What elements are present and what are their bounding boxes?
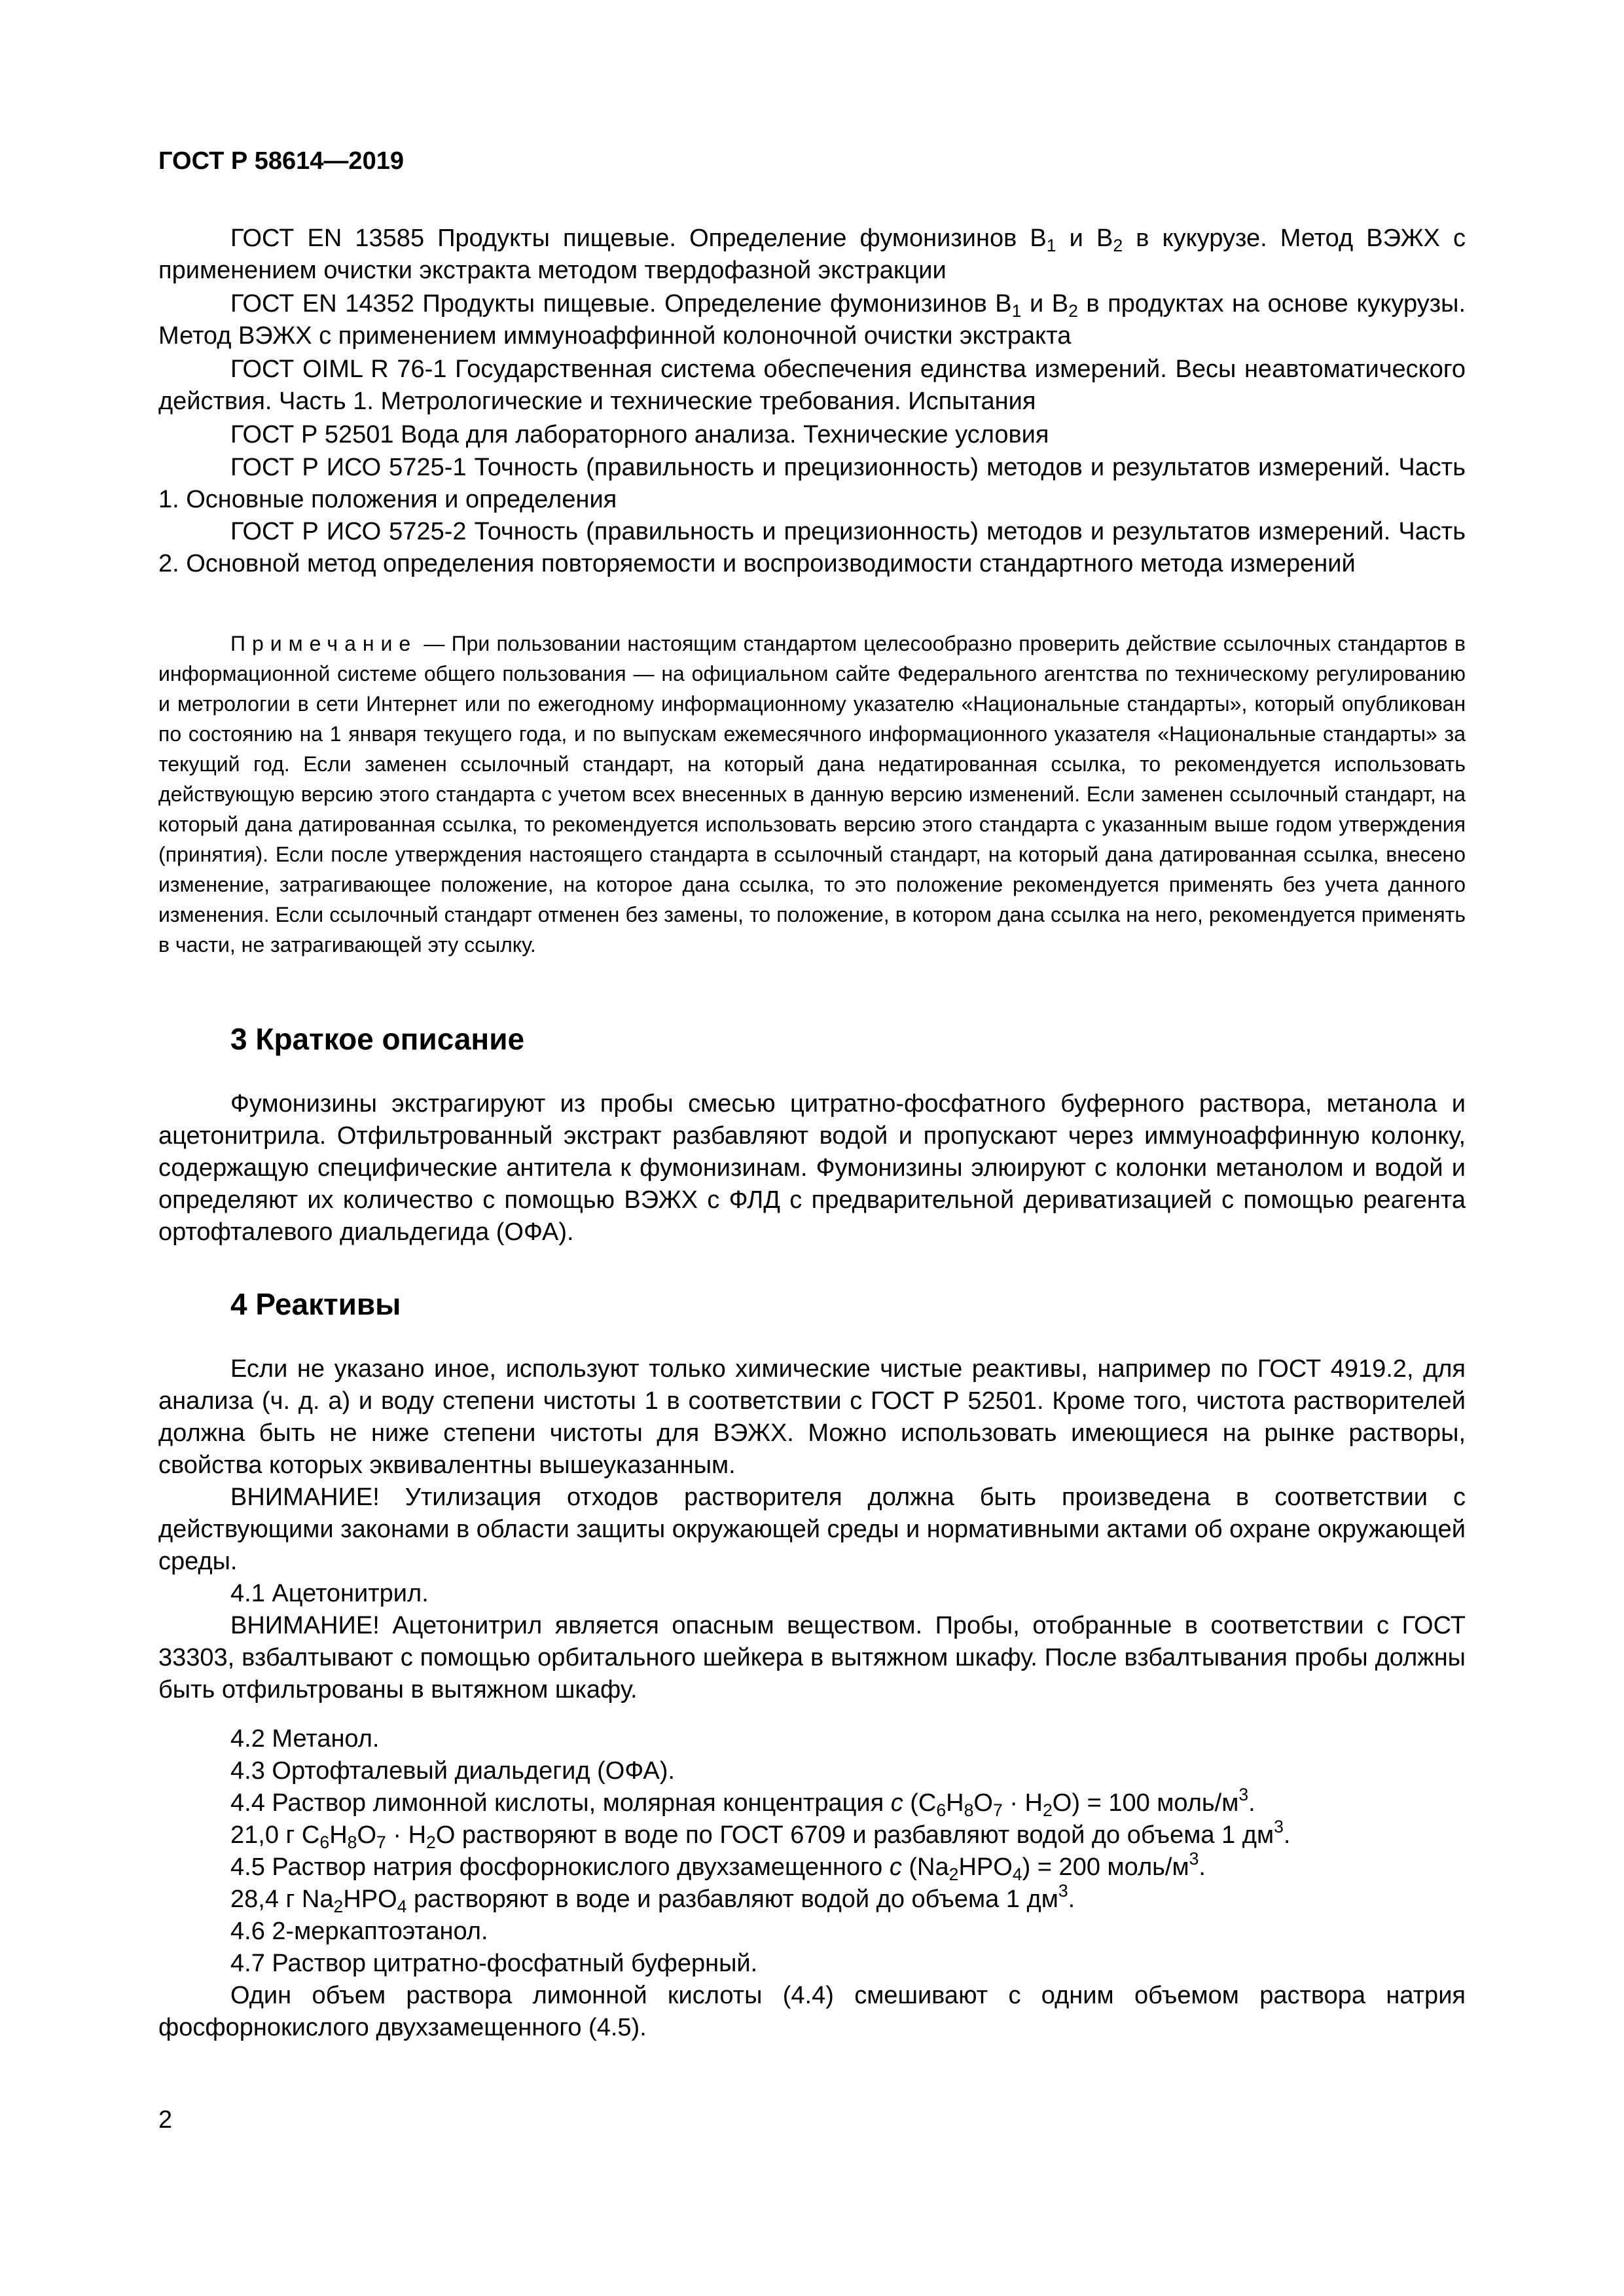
- item-4-6: 4.6 2-меркаптоэтанол.: [230, 1918, 488, 1945]
- item-4-4: 4.4 Раствор лимонной кислоты, молярная концентрация c $(C_6H_8O_7 \cdot H_2O) = 100$ моль/$м^3$.: [230, 1785, 1255, 1820]
- reference-gost-en-14352: ГОСТ EN 14352 Продукты пищевые. Определение фумонизинов $B_1$ и $B_2$ в продуктах на основе кукурузы. Метод ВЭЖХ с применением иммуноаффинной колоночной очистки экстракта: [158, 290, 1466, 350]
- item-4-1: 4.1 Ацетонитрил.: [230, 1580, 429, 1607]
- reference-gost-oiml-r76-1: ГОСТ OIML R 76-1 Государственная система обеспечения единства измерений. Весы неавтоматического действия. Часть 1. Метрологические и технические требования. Испытания: [158, 355, 1466, 415]
- item-4-3: 4.3 Ортофталевый диальдегид (ОФА).: [230, 1757, 675, 1785]
- item-4-4-preparation: 21,0 г $C_6H_8O_7 \cdot H_2O$ растворяют в воде по ГОСТ 6709 и разбавляют водой до объема 1 $дм^3$.: [230, 1817, 1291, 1852]
- document-header: ГОСТ Р 58614—2019: [158, 147, 404, 175]
- section-3-text: Фумонизины экстрагируют из пробы смесью цитратно-фосфатного буферного раствора, метанола и ацетонитрила. Отфильтрованный экстракт разбавляют водой и пропускают через иммуноаффинную колонку, содержащую специфические антитела к фумонизинам. Фумонизины элюируют с колонки метанолом и водой и определяют их количество с помощью ВЭЖХ с ФЛД с предварительной дериватизацией с помощью реагента ортофталевого диальдегида (ОФА).: [158, 1090, 1466, 1246]
- warning-solvent-disposal: ВНИМАНИЕ! Утилизация отходов растворителя должна быть произведена в соответствии с действующими законами в области защиты окружающей среды и нормативными актами об охране окружающей среды.: [158, 1484, 1466, 1575]
- item-4-2: 4.2 Метанол.: [230, 1725, 380, 1753]
- item-4-7-preparation: Один объем раствора лимонной кислоты (4.4) смешивают с одним объемом раствора натрия фосфорнокислого двухзамещенного (4.5).: [158, 1982, 1466, 2041]
- item-4-5-preparation: 28,4 г $Na_2HPO_4$ растворяют в воде и разбавляют водой до объема 1 $дм^3$.: [230, 1881, 1075, 1916]
- warning-acetonitrile: ВНИМАНИЕ! Ацетонитрил является опасным веществом. Пробы, отобранные в соответствии с ГОСТ 33303, взбалтывают с помощью орбитального шейкера в вытяжном шкафу. После взбалтывания пробы должны быть отфильтрованы в вытяжном шкафу.: [158, 1612, 1466, 1704]
- note-text: — При пользовании настоящим стандартом целесообразно проверить действие ссылочных стандартов в информационной системе общего пользования — на официальном сайте Федерального агентства по техническому регулированию и метрологии в сети Интернет или по ежегодному информационному указателю «Национальные стандарты», который опубликован по состоянию на 1 января текущего года, и по выпускам ежемесячного информационного указателя «Национальные стандарты» за текущий год. Если заменен ссылочный стандарт, на который дана недатированная ссылка, то рекомендуется использовать действующую версию этого стандарта с учетом всех внесенных в данную версию изменений. Если заменен ссылочный стандарт, на который дана датированная ссылка, то рекомендуется использовать версию этого стандарта с указанным выше годом утверждения (принятия). Если после утверждения настоящего стандарта в ссылочный стандарт, на который дана датированная ссылка, внесено изменение, затрагивающее положение, на которое дана ссылка, то это положение рекомендуется применять без учета данного изменения. Если ссылочный стандарт отменен без замены, то положение, в котором дана ссылка на него, рекомендуется применять в части, не затрагивающей эту ссылку.: [158, 632, 1466, 957]
- reference-gost-en-13585: ГОСТ EN 13585 Продукты пищевые. Определение фумонизинов $B_1$ и $B_2$ в кукурузе. Метод ВЭЖХ с применением очистки экстракта методом твердофазной экстракции: [158, 225, 1466, 284]
- section-3-heading: 3 Краткое описание: [230, 1022, 525, 1056]
- reference-gost-r-iso-5725-1: ГОСТ Р ИСО 5725-1 Точность (правильность и прецизионность) методов и результатов измерений. Часть 1. Основные положения и определения: [158, 454, 1466, 513]
- note-paragraph: [158, 629, 1466, 960]
- item-4-7: 4.7 Раствор цитратно-фосфатный буферный.: [230, 1950, 758, 1977]
- reference-gost-r-iso-5725-2: ГОСТ Р ИСО 5725-2 Точность (правильность и прецизионность) методов и результатов измерений. Часть 2. Основной метод определения повторяемости и воспроизводимости стандартного метода измерений: [158, 518, 1466, 577]
- page-number: 2: [158, 2106, 173, 2134]
- note-label: Примечание: [230, 632, 418, 655]
- section-4-intro: Если не указано иное, используют только химические чистые реактивы, например по ГОСТ 4919.2, для анализа (ч. д. а) и воду степени чистоты 1 в соответствии с ГОСТ Р 52501. Кроме того, чистота растворителей должна быть не ниже степени чистоты для ВЭЖХ. Можно использовать имеющиеся на рынке растворы, свойства которых эквивалентны вышеуказанным.: [158, 1355, 1466, 1479]
- section-4-heading: 4 Реактивы: [230, 1287, 401, 1321]
- item-4-5: 4.5 Раствор натрия фосфорнокислого двухзамещенного c $(Na_2HPO_4) = 200$ моль/$м^3$.: [230, 1849, 1206, 1884]
- reference-gost-r-52501: ГОСТ Р 52501 Вода для лабораторного анализа. Технические условия: [230, 421, 1049, 448]
